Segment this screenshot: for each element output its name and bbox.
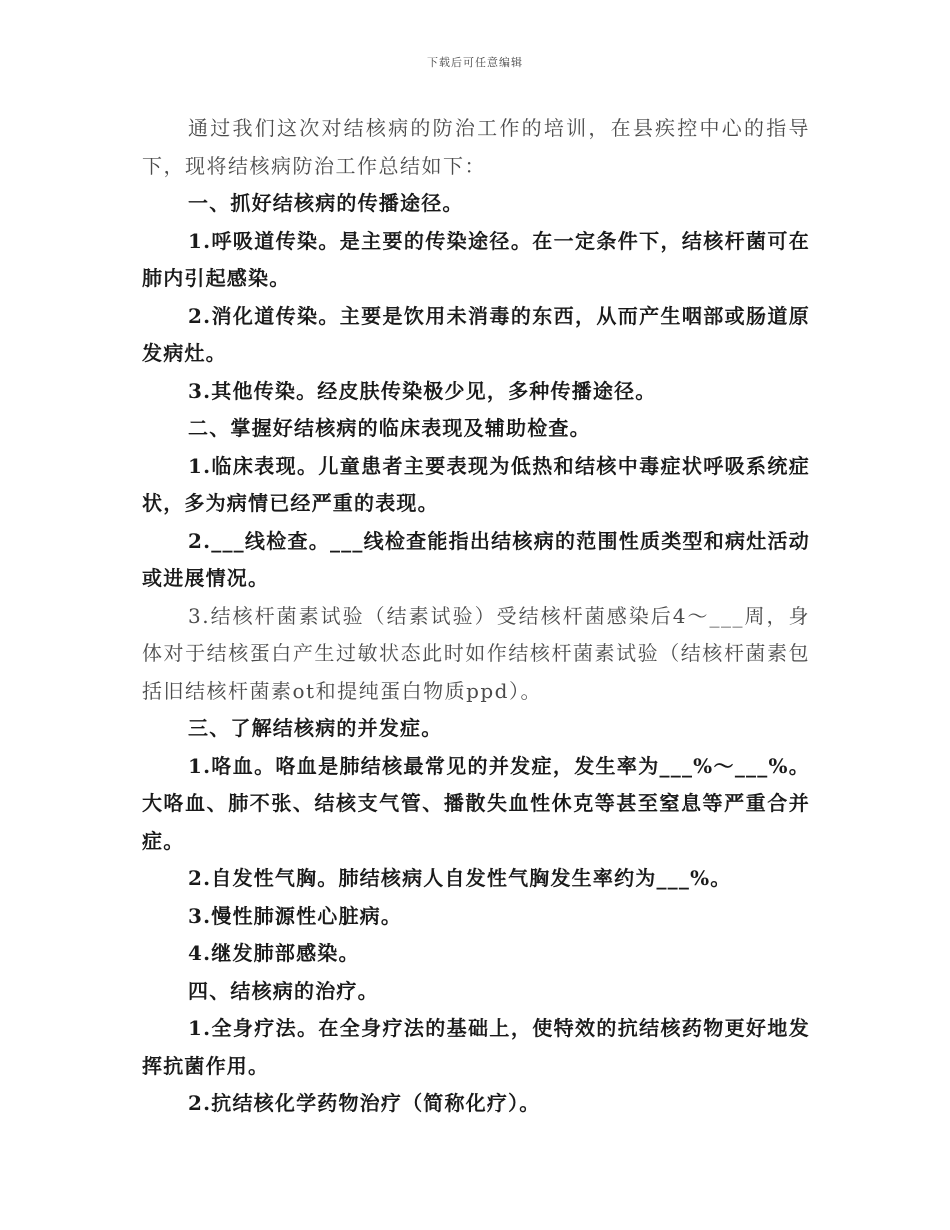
paragraph: 1.临床表现。儿童患者主要表现为低热和结核中毒症状呼吸系统症状，多为病情已经严重的表现。 [142,453,810,515]
paragraph: 3.结核杆菌素试验（结素试验）受结核杆菌感染后4～___周，身体对于结核蛋白产生过敏状态此时如作结核杆菌素试验（结核杆菌素包括旧结核杆菌素ot和提纯蛋白物质ppd）。 [142,603,810,703]
intro-paragraph: 通过我们这次对结核病的防治工作的培训，在县疾控中心的指导下，现将结核病防治工作总结如下： [142,116,810,178]
page-header: 下载后可任意编辑 [427,56,523,69]
paragraph: 3.其他传染。经皮肤传染极少见，多种传播途径。 [188,378,657,403]
paragraph: 2.抗结核化学药物治疗（简称化疗）。 [188,1091,541,1115]
section-heading-1: 一、抓好结核病的传播途径。 [188,191,464,215]
paragraph: 4.继发肺部感染。 [188,941,360,965]
section-heading-2: 二、掌握好结核病的临床表现及辅助检查。 [188,416,591,440]
paragraph: 2.消化道传染。主要是饮用未消毒的东西，从而产生咽部或肠道原发病灶。 [142,303,810,365]
paragraph: 1.全身疗法。在全身疗法的基础上，使特效的抗结核药物更好地发挥抗菌作用。 [142,1016,810,1078]
paragraph: 1.咯血。咯血是肺结核最常见的并发症，发生率为___%～___%。大咯血、肺不张、结核支气管、播散失血性休克等甚至窒息等严重合并症。 [142,753,810,853]
document-body [142,110,810,1123]
section-heading-3: 三、了解结核病的并发症。 [188,716,443,740]
paragraph: 1.呼吸道传染。是主要的传染途径。在一定条件下，结核杆菌可在肺内引起感染。 [142,228,810,290]
paragraph: 2.___线检查。___线检查能指出结核病的范围性质类型和病灶活动或进展情况。 [142,528,810,590]
section-heading-4: 四、结核病的治疗。 [188,978,379,1003]
paragraph: 3.慢性肺源性心脏病。 [188,903,403,928]
paragraph: 2.自发性气胸。肺结核病人自发性气胸发生率约为___%。 [188,866,732,890]
